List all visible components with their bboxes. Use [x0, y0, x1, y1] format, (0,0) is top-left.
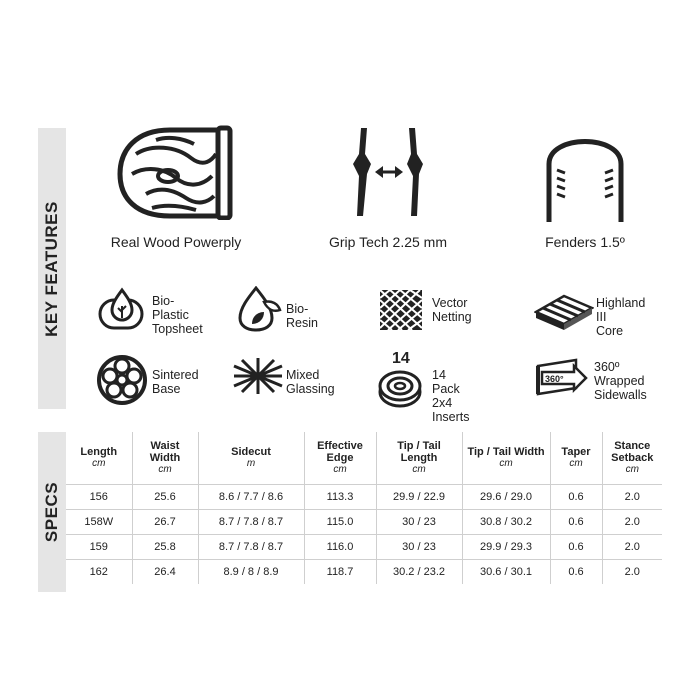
- cell: 0.6: [550, 510, 602, 535]
- highland-core-icon: [534, 290, 594, 330]
- header-taper: Taper cm: [550, 432, 602, 485]
- cell: 30 / 23: [376, 535, 462, 560]
- mixed-glassing-icon: [232, 356, 284, 396]
- feature-fenders: [515, 124, 655, 250]
- header-stance-setback: Stance Setback cm: [602, 432, 662, 485]
- specs-label: SPECS: [42, 481, 61, 543]
- cell: 8.7 / 7.8 / 8.7: [198, 510, 304, 535]
- vector-netting-icon: [378, 288, 424, 332]
- feature-grip-tech: [310, 124, 466, 250]
- cell: 0.6: [550, 560, 602, 585]
- feature-label: Fenders 1.5º: [545, 234, 625, 250]
- header-effective-edge: Effective Edge cm: [304, 432, 376, 485]
- header-tip-tail-width: Tip / Tail Width cm: [462, 432, 550, 485]
- cell: 116.0: [304, 535, 376, 560]
- cell: 2.0: [602, 510, 662, 535]
- cell: 162: [66, 560, 132, 585]
- header-length: Length cm: [66, 432, 132, 485]
- cell: 29.6 / 29.0: [462, 485, 550, 510]
- cell: 0.6: [550, 535, 602, 560]
- specs-header-row: [66, 432, 662, 485]
- header-tip-tail-length: Tip / Tail Length cm: [376, 432, 462, 485]
- cell: 115.0: [304, 510, 376, 535]
- feature-label: Grip Tech 2.25 mm: [328, 234, 447, 250]
- inserts-badge: 14: [392, 350, 410, 367]
- header-sidecut: Sidecut m: [198, 432, 304, 485]
- wood-core-icon: [116, 124, 236, 220]
- sidewalls-badge: 360°: [545, 374, 564, 384]
- feature-label: 360º Wrapped Sidewalls: [594, 360, 647, 402]
- table-row: [66, 535, 662, 560]
- feature-label: Sintered Base: [152, 368, 199, 396]
- cell: 118.7: [304, 560, 376, 585]
- cell: 26.4: [132, 560, 198, 585]
- cell: 2.0: [624, 566, 640, 578]
- cell: 2.0: [602, 485, 662, 510]
- cell: 29.9 / 29.3: [462, 535, 550, 560]
- feature-label: Real Wood Powerply: [110, 234, 242, 250]
- cell: 30.8 / 30.2: [462, 510, 550, 535]
- cell: 8.6 / 7.7 / 8.6: [198, 485, 304, 510]
- cell: 113.3: [304, 485, 376, 510]
- cell: 0.6: [550, 485, 602, 510]
- table-row: [66, 560, 662, 585]
- fenders-icon: [535, 124, 635, 224]
- feature-label: Vector Netting: [432, 296, 472, 324]
- key-features-tab: [38, 128, 66, 409]
- cell: 30.2 / 23.2: [376, 560, 462, 585]
- sintered-base-icon: [96, 354, 148, 406]
- cell: 25.6: [132, 485, 198, 510]
- feature-real-wood: [100, 124, 252, 250]
- feature-label: Bio-Plastic Topsheet: [152, 294, 203, 336]
- specs-table: [66, 432, 662, 584]
- cell: 8.7 / 7.8 / 8.7: [198, 535, 304, 560]
- cell: 159: [66, 535, 132, 560]
- cell: 26.7: [132, 510, 198, 535]
- cell: 30 / 23: [376, 510, 462, 535]
- table-row: [66, 510, 662, 535]
- cell: 25.8: [132, 535, 198, 560]
- bio-plastic-icon: [96, 286, 148, 332]
- key-features-label: KEY FEATURES: [42, 200, 61, 337]
- sidewalls-icon: [534, 356, 590, 400]
- cell: 8.9 / 8 / 8.9: [198, 560, 304, 585]
- feature-label: Highland III Core: [596, 296, 646, 338]
- cell: 30.6 / 30.1: [462, 560, 550, 585]
- cell: 158W: [66, 510, 132, 535]
- bio-resin-icon: [234, 286, 284, 332]
- specs-tab: [38, 432, 66, 592]
- cell: 156: [66, 485, 132, 510]
- feature-label: Bio-Resin: [286, 302, 318, 330]
- table-row: [66, 485, 662, 510]
- feature-label: 14 Pack 2x4 Inserts: [432, 368, 470, 424]
- header-waist-width: Waist Width cm: [132, 432, 198, 485]
- cell: 29.9 / 22.9: [376, 485, 462, 510]
- feature-label: Mixed Glassing: [286, 368, 335, 396]
- cell: 2.0: [602, 535, 662, 560]
- inserts-icon: [378, 368, 424, 408]
- grip-tech-icon: [333, 124, 443, 220]
